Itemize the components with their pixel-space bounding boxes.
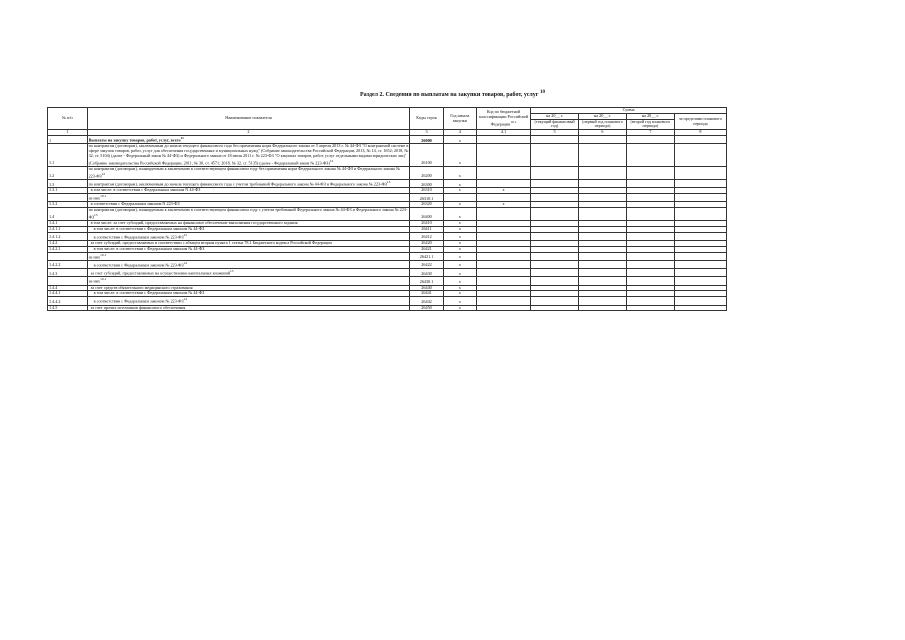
row-code: 26430 bbox=[410, 269, 443, 277]
row-sum-cell bbox=[626, 261, 674, 269]
column-number: 3 bbox=[410, 130, 443, 136]
header-beyond: за пределами планового периода bbox=[674, 113, 726, 129]
header-y3: на 20__ г. bbox=[626, 113, 674, 119]
row-code: 26441 bbox=[410, 291, 443, 297]
row-sum-cell bbox=[531, 305, 579, 311]
row-name bbox=[87, 208, 410, 221]
row-sum-cell bbox=[531, 144, 579, 167]
row-sum-cell bbox=[531, 261, 579, 269]
row-sum-cell bbox=[626, 167, 674, 180]
row-sum-cell bbox=[579, 261, 627, 269]
row-number: 1.4.2 bbox=[48, 241, 88, 247]
row-number bbox=[48, 252, 88, 260]
row-sum-cell bbox=[626, 297, 674, 305]
row-sum-cell bbox=[531, 167, 579, 180]
row-sum-cell bbox=[674, 167, 726, 180]
row-budget-code bbox=[477, 269, 531, 277]
row-footnote: 10.1 bbox=[100, 252, 107, 257]
purchases-table bbox=[47, 107, 727, 311]
row-year: x bbox=[443, 246, 476, 252]
row-sum-cell bbox=[531, 180, 579, 188]
row-code: 26440 bbox=[410, 285, 443, 291]
row-sum-cell bbox=[674, 194, 726, 202]
row-sum-cell bbox=[579, 297, 627, 305]
header-year: Год начала закупки bbox=[443, 108, 476, 130]
row-year: x bbox=[443, 305, 476, 311]
row-name-text: по контрактам (договорам), планируемым к заключению в соответствующем финансовом году без применения норм Федерального закона № 44-ФЗ и Федерального закона № 223-ФЗ bbox=[88, 166, 400, 179]
row-sum-cell bbox=[579, 269, 627, 277]
header-y2: на 20__ г. bbox=[579, 113, 627, 119]
row-name-text: Выплаты на закупку товаров, работ, услуг, всего bbox=[88, 137, 181, 143]
row-budget-code bbox=[477, 305, 531, 311]
row-name bbox=[87, 167, 410, 180]
row-year: x bbox=[443, 232, 476, 240]
row-sum-cell bbox=[626, 305, 674, 311]
row-sum-cell bbox=[579, 144, 627, 167]
table-body bbox=[48, 136, 727, 311]
table-row bbox=[48, 305, 727, 311]
row-year: x bbox=[443, 188, 476, 194]
row-code: 26430.1 bbox=[410, 277, 443, 285]
row-budget-code bbox=[477, 277, 531, 285]
section-title-text: Раздел 2. Сведения по выплатам на закупки товаров, работ, услуг bbox=[360, 92, 539, 98]
row-sum-cell bbox=[579, 277, 627, 285]
row-code: 26412 bbox=[410, 232, 443, 240]
row-number: 1.4.4.2 bbox=[48, 297, 88, 305]
row-footnote: 11 bbox=[180, 136, 184, 141]
row-sum-cell bbox=[579, 180, 627, 188]
row-sum-cell bbox=[626, 252, 674, 260]
row-number: 1.4.1.2 bbox=[48, 232, 88, 240]
row-number: 1.4.5 bbox=[48, 305, 88, 311]
row-code: 26200 bbox=[410, 167, 443, 180]
row-sum-cell bbox=[626, 208, 674, 221]
column-number: 4 bbox=[443, 130, 476, 136]
row-name-text: по контрактам (договорам), планируемым к заключению в соответствующем финансовом году с учетом требований Федерального закона № 44-ФЗ и Федерального закона № 223-ФЗ bbox=[88, 207, 408, 220]
row-year: x bbox=[443, 208, 476, 221]
row-code: 26310.1 bbox=[410, 194, 443, 202]
row-year: x bbox=[443, 252, 476, 260]
row-year: x bbox=[443, 167, 476, 180]
row-year: x bbox=[443, 277, 476, 285]
row-name bbox=[87, 269, 410, 277]
row-name-text: в соответствии с Федеральным законом № 223-ФЗ bbox=[93, 234, 184, 240]
row-year: x bbox=[443, 202, 476, 208]
row-sum-cell bbox=[531, 208, 579, 221]
row-number: 1.4.4.1 bbox=[48, 291, 88, 297]
column-number: 8 bbox=[674, 130, 726, 136]
row-year: x bbox=[443, 261, 476, 269]
row-budget-code: x bbox=[477, 202, 531, 208]
row-code: 26300 bbox=[410, 180, 443, 188]
row-year: x bbox=[443, 291, 476, 297]
row-name-text: в соответствии с Федеральным законом № 223-ФЗ bbox=[93, 298, 184, 304]
row-code: 26100 bbox=[410, 144, 443, 167]
row-sum-cell bbox=[674, 144, 726, 167]
row-name-text: за счет субсидий, предоставляемых в соответствии с абзацем вторым пункта 1 статьи 78.1 Бюджетного кодекса Российской Федерации bbox=[90, 240, 332, 246]
row-code: 26411 bbox=[410, 227, 443, 233]
row-name bbox=[87, 252, 410, 260]
row-name-text: по контрактам (договорам), заключенным до начала текущего финансового года без применения норм Федерального закона от 5 апреля 2013 г. № 44-ФЗ "О контрактной системе в сфере закупок товаров, работ, услуг для обеспечения государственных и муниципальных нужд" (Собрание законодательства Российской Федерации, 2013, № 14, ст. 1652; 2018, № 32, ст. 5104) (далее - Федеральный закон № 44-ФЗ) и Федерального закона от 18 июля 2011 г. № 223-ФЗ "О закупках товаров, работ, услуг отдельными видами юридических лиц" (Собрание законодательства Российской Федерации, 2011, № 30, ст. 4571; 2018, № 32, ст. 5135) (далее - Федеральный закон № 223-ФЗ) bbox=[88, 143, 409, 166]
row-name-text: по контрактам (договорам), заключенным до начала текущего финансового года с учетом требований Федерального закона № 44-ФЗ и Федерального закона № 223-ФЗ bbox=[88, 181, 387, 187]
row-name-text: из них bbox=[88, 254, 101, 260]
row-name-text: за счет субсидий, предоставляемых на осуществление капитальных вложений bbox=[90, 270, 231, 276]
header-y1-desc: (текущий финансовый год) bbox=[531, 119, 579, 130]
row-sum-cell bbox=[531, 136, 579, 144]
row-code: 26000 bbox=[410, 136, 443, 144]
row-name-text: в том числе: в соответствии с Федеральным законом № 44-ФЗ bbox=[93, 290, 205, 296]
row-sum-cell bbox=[674, 208, 726, 221]
row-sum-cell bbox=[626, 269, 674, 277]
row-sum-cell bbox=[579, 136, 627, 144]
row-sum-cell bbox=[579, 305, 627, 311]
row-year: x bbox=[443, 297, 476, 305]
row-year: x bbox=[443, 136, 476, 144]
row-number: 1.3.1 bbox=[48, 188, 88, 194]
row-code: 26442 bbox=[410, 297, 443, 305]
column-number: 4.1 bbox=[477, 130, 531, 136]
row-code: 26310 bbox=[410, 188, 443, 194]
row-code: 26421 bbox=[410, 246, 443, 252]
row-budget-code: x bbox=[477, 188, 531, 194]
row-name-text: за счет прочих источников финансового обеспечения bbox=[90, 304, 186, 310]
table-row bbox=[48, 261, 727, 269]
row-budget-code bbox=[477, 297, 531, 305]
row-sum-cell bbox=[674, 252, 726, 260]
row-sum-cell bbox=[626, 180, 674, 188]
row-name bbox=[87, 144, 410, 167]
column-number: 6 bbox=[579, 130, 627, 136]
row-sum-cell bbox=[674, 136, 726, 144]
header-budget-code-text: Код по бюджетной классификации Российской Федерации bbox=[479, 109, 529, 127]
title-footnote: 10 bbox=[539, 90, 545, 95]
row-number: 1.2 bbox=[48, 167, 88, 180]
column-number: 1 bbox=[48, 130, 88, 136]
row-year: x bbox=[443, 241, 476, 247]
header-sum: Сумма bbox=[531, 108, 727, 114]
row-sum-cell bbox=[579, 208, 627, 221]
header-y1: на 20__ г. bbox=[531, 113, 579, 119]
row-year: x bbox=[443, 144, 476, 167]
row-sum-cell bbox=[674, 305, 726, 311]
row-footnote: 15 bbox=[183, 232, 188, 237]
row-sum-cell bbox=[674, 277, 726, 285]
row-sum-cell bbox=[531, 252, 579, 260]
header-code: Коды строк bbox=[410, 108, 443, 130]
row-sum-cell bbox=[531, 194, 579, 202]
row-footnote: 13 bbox=[386, 180, 391, 185]
header-y2-desc: (первый год планового периода) bbox=[579, 119, 627, 130]
row-number: 1.3.2 bbox=[48, 202, 88, 208]
row-sum-cell bbox=[626, 144, 674, 167]
row-name-text: в том числе: в соответствии с Федеральным законом № 44-ФЗ bbox=[93, 226, 205, 232]
row-sum-cell bbox=[626, 277, 674, 285]
row-code: 26420 bbox=[410, 241, 443, 247]
column-number: 2 bbox=[87, 130, 410, 136]
row-footnote: 12 bbox=[329, 158, 334, 163]
row-budget-code bbox=[477, 208, 531, 221]
section-title bbox=[0, 90, 905, 98]
header-budget-code bbox=[477, 108, 531, 130]
table-row bbox=[48, 269, 727, 277]
row-footnote: 12 bbox=[101, 171, 106, 176]
row-budget-code bbox=[477, 167, 531, 180]
row-footnote: 10.1 bbox=[100, 277, 107, 282]
row-name-text: в соответствии с Федеральным законом № 223-ФЗ bbox=[93, 262, 184, 268]
row-budget-code bbox=[477, 261, 531, 269]
row-sum-cell bbox=[579, 167, 627, 180]
row-footnote: 15 bbox=[230, 269, 234, 274]
row-sum-cell bbox=[579, 232, 627, 240]
row-sum-cell bbox=[531, 232, 579, 240]
row-sum-cell bbox=[579, 252, 627, 260]
row-sum-cell bbox=[674, 269, 726, 277]
table-row bbox=[48, 252, 727, 260]
row-footnote: 10.1 bbox=[100, 194, 107, 199]
row-name-text: из них bbox=[88, 195, 101, 201]
row-number: 1.4.2.2 bbox=[48, 261, 88, 269]
row-number bbox=[48, 277, 88, 285]
row-number: 1.4.1 bbox=[48, 221, 88, 227]
row-code: 26400 bbox=[410, 208, 443, 221]
row-budget-code bbox=[477, 252, 531, 260]
row-name bbox=[87, 305, 410, 311]
row-name-text: в том числе: в соответствии с Федеральным законом N 44-ФЗ bbox=[90, 187, 201, 193]
column-number: 7 bbox=[626, 130, 674, 136]
header-y3-desc: (второй год планового периода) bbox=[626, 119, 674, 130]
row-number: 1.3 bbox=[48, 180, 88, 188]
row-sum-cell bbox=[531, 277, 579, 285]
row-number: 1.4 bbox=[48, 208, 88, 221]
row-name-text: за счет средств обязательного медицинского страхования bbox=[90, 284, 193, 290]
row-sum-cell bbox=[531, 269, 579, 277]
row-code: 26450 bbox=[410, 305, 443, 311]
row-code: 26320 bbox=[410, 202, 443, 208]
row-sum-cell bbox=[531, 297, 579, 305]
row-name-text: в соответствии с Федеральным законом N 223-ФЗ bbox=[90, 201, 180, 207]
row-year: x bbox=[443, 285, 476, 291]
row-footnote: 14 bbox=[183, 297, 188, 302]
row-code: 26421.1 bbox=[410, 252, 443, 260]
row-code: 26410 bbox=[410, 221, 443, 227]
row-year: x bbox=[443, 180, 476, 188]
row-name-text: из них bbox=[88, 278, 101, 284]
row-footnote: 13 bbox=[93, 213, 98, 218]
table-row bbox=[48, 144, 727, 167]
row-sum-cell bbox=[626, 194, 674, 202]
header-no: № п/п bbox=[48, 108, 88, 130]
row-code: 26422 bbox=[410, 261, 443, 269]
row-number: 1.4.1.1 bbox=[48, 227, 88, 233]
row-year: x bbox=[443, 269, 476, 277]
row-sum-cell bbox=[674, 261, 726, 269]
row-footnote: 14 bbox=[183, 261, 188, 265]
row-name bbox=[87, 261, 410, 269]
row-number: 1 bbox=[48, 136, 88, 144]
row-budget-code bbox=[477, 136, 531, 144]
table-row bbox=[48, 167, 727, 180]
column-number: 5 bbox=[531, 130, 579, 136]
row-sum-cell bbox=[579, 194, 627, 202]
row-name-text: в том числе: в соответствии с Федеральным законом № 44-ФЗ bbox=[93, 245, 205, 251]
row-year: x bbox=[443, 221, 476, 227]
row-number: 1.4.4 bbox=[48, 285, 88, 291]
header-name: Наименование показателя bbox=[87, 108, 410, 130]
row-sum-cell bbox=[626, 232, 674, 240]
row-number: 1.1 bbox=[48, 144, 88, 167]
row-sum-cell bbox=[674, 297, 726, 305]
table-row bbox=[48, 208, 727, 221]
row-number: 1.4.3 bbox=[48, 269, 88, 277]
row-name-text: в том числе: за счет субсидий, предоставляемых на финансовое обеспечение выполнения государственного задания bbox=[90, 220, 298, 226]
row-number: 1.4.2.1 bbox=[48, 246, 88, 252]
row-sum-cell bbox=[674, 180, 726, 188]
row-budget-code bbox=[477, 144, 531, 167]
header-budget-footnote: 10.1 bbox=[510, 119, 517, 124]
row-year: x bbox=[443, 227, 476, 233]
row-sum-cell bbox=[626, 136, 674, 144]
row-sum-cell bbox=[674, 232, 726, 240]
row-budget-code bbox=[477, 232, 531, 240]
